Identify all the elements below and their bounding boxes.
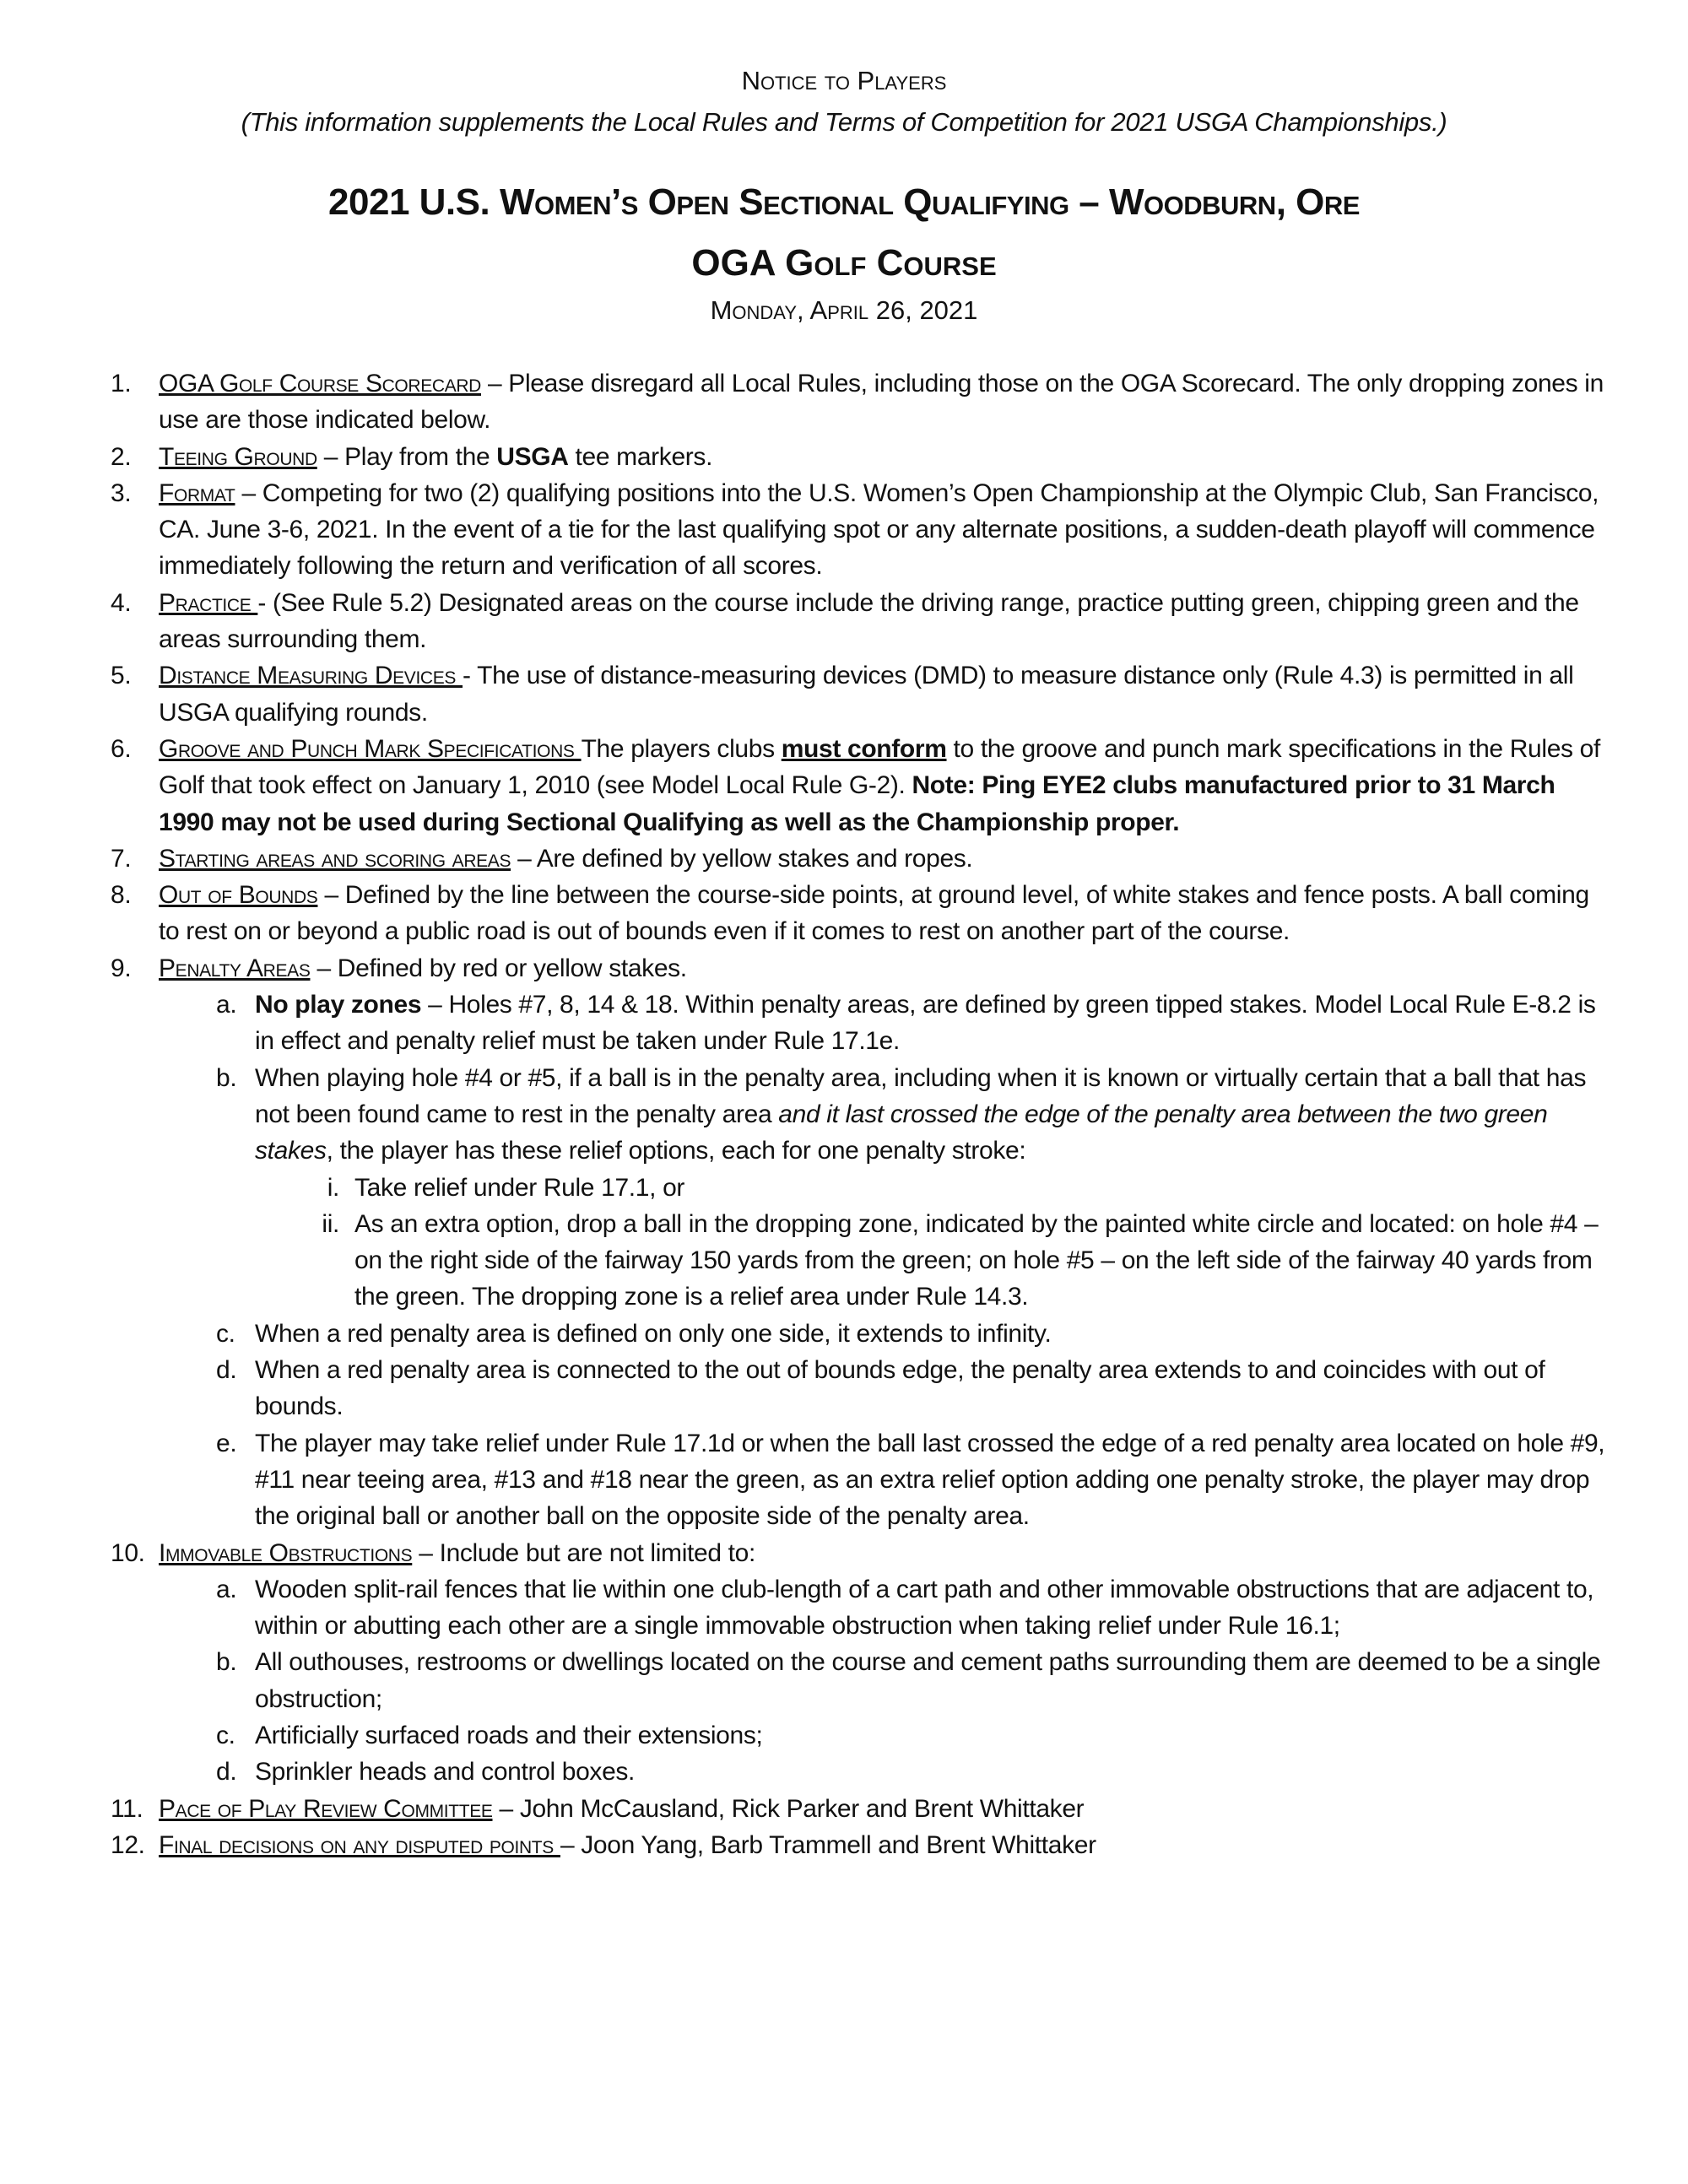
sub-item (0, 987, 1615, 1060)
item-number: d. (216, 1356, 237, 1385)
item-number: b. (216, 1648, 237, 1677)
rule-text: All outhouses, restrooms or dwellings located on the course and cement paths surrounding them are deemed to be a single obstruction; (255, 1648, 1601, 1713)
notice-heading: Notice to Players (741, 66, 947, 95)
rule-text: Note: Ping EYE2 clubs manufactured prior to 31 March 1990 may not be used during Sectional Qualifying as well as the Championship proper. (159, 771, 1555, 836)
item-number: 8. (111, 881, 132, 910)
rule-text: Take relief under Rule 17.1, or (354, 1173, 685, 1202)
rule-text: No play zones (255, 991, 422, 1019)
list-item (0, 1791, 1615, 1827)
list-item (0, 950, 1615, 1535)
rules-list (0, 365, 1688, 1863)
rule-text: When a red penalty area is connected to the out of bounds edge, the penalty area extends to and coincides with out of bounds. (255, 1356, 1545, 1421)
item-number: c. (216, 1721, 235, 1749)
item-heading: Groove and Punch Mark Specifications (159, 734, 582, 763)
list-item (0, 1535, 1615, 1791)
sub-item (0, 1717, 1615, 1754)
item-number: 7. (111, 844, 132, 873)
rule-text: - The use of distance-measuring devices (DMD) to measure distance only (Rule 4.3) is permitted in all USGA qualifying rounds. (159, 662, 1574, 727)
rule-text: – John McCausland, Rick Parker and Brent Whittaker (492, 1794, 1085, 1823)
item-number: i. (327, 1173, 339, 1202)
rule-text: - (See Rule 5.2) Designated areas on the course include the driving range, practice putting green, chipping green and the areas surrounding them. (159, 588, 1579, 654)
rule-text: Artificially surfaced roads and their extensions; (255, 1721, 763, 1749)
item-number: c. (216, 1319, 235, 1348)
item-number: 12. (111, 1830, 145, 1859)
rule-text: must conform (781, 734, 947, 763)
list-item (0, 1827, 1615, 1863)
rule-text: – Play from the (316, 442, 497, 471)
rule-text: – Include but are not limited to: (412, 1538, 755, 1567)
sub-item (0, 1644, 1615, 1717)
item-number: a. (216, 991, 237, 1019)
sub-sub-item (0, 1170, 1615, 1206)
rule-text: – Are defined by yellow stakes and ropes. (511, 844, 973, 873)
item-heading: Immovable Obstructions (159, 1538, 413, 1567)
item-number: e. (216, 1429, 237, 1457)
list-item (0, 475, 1615, 585)
sub-item (0, 1571, 1615, 1645)
item-heading: Starting areas and scoring areas (159, 844, 511, 873)
list-item (0, 585, 1615, 658)
rule-text: When playing hole #4 or #5, if a ball is in the penalty area, including when it is known or virtually certain that a ball that has not been found came to rest in the penalty area (255, 1063, 1587, 1128)
item-heading: Out of Bounds (159, 881, 318, 910)
item-number: 2. (111, 442, 132, 471)
rule-text: – Joon Yang, Barb Trammell and Brent Whittaker (560, 1830, 1096, 1859)
item-heading: Distance Measuring Devices (159, 662, 463, 690)
item-number: 3. (111, 478, 132, 507)
sub-sub-item (0, 1206, 1615, 1316)
rule-text: The player may take relief under Rule 17.1d or when the ball last crossed the edge of a red penalty area located on hole #9, #11 near teeing area, #13 and #18 near the green, as an extra relief option adding one penalty stroke, the player may drop the original ball or another ball on the opposite side of the penalty area. (255, 1429, 1605, 1531)
item-heading: Teeing Ground (159, 442, 317, 471)
item-number: a. (216, 1575, 237, 1603)
rule-text: , the player has these relief options, each for one penalty stroke: (326, 1137, 1026, 1165)
list-item (0, 439, 1615, 475)
item-number: ii. (322, 1209, 339, 1238)
sub-item (0, 1425, 1615, 1535)
rule-text: – Please disregard all Local Rules, including those on the OGA Scorecard. The only dropping zones in use are those indicated below. (159, 370, 1604, 435)
rule-text: – Defined by the line between the course-side points, at ground level, of white stakes and fence posts. A ball coming to rest on or beyond a public road is out of bounds even if it comes to rest on another part of the course. (159, 881, 1589, 946)
list-item (0, 841, 1615, 877)
list-item (0, 731, 1615, 841)
rule-text: – Competing for two (2) qualifying positions into the U.S. Women’s Open Championship at the Olympic Club, San Francisco, CA. June 3-6, 2021. In the event of a tie for the last qualifying spot or any alternate positions, a sudden-death playoff will commence immediately following the return and verification of all scores. (159, 478, 1599, 581)
item-heading: Format (159, 478, 235, 507)
course-name: OGA Golf Course (691, 242, 997, 284)
item-number: 9. (111, 954, 132, 982)
item-number: 4. (111, 588, 132, 617)
event-date: Monday, April 26, 2021 (710, 295, 978, 325)
sub-item (0, 1754, 1615, 1790)
rule-text: Wooden split-rail fences that lie within one club-length of a cart path and other immovable obstructions that are adjacent to, within or abutting each other are a single immovable obstruction when taking relief under Rule 16.1; (255, 1575, 1594, 1641)
list-item (0, 365, 1615, 439)
rule-text: USGA (496, 442, 569, 471)
rule-text: Sprinkler heads and control boxes. (255, 1758, 636, 1787)
sub-item (0, 1060, 1615, 1316)
rule-text: – Holes #7, 8, 14 & 18. Within penalty areas, are defined by green tipped stakes. Model Local Rule E-8.2 is in effect and penalty relief must be taken under Rule 17.1e. (255, 991, 1596, 1056)
sub-item (0, 1316, 1615, 1352)
item-heading: Pace of Play Review Committee (159, 1794, 493, 1823)
item-number: d. (216, 1758, 237, 1787)
list-item (0, 657, 1615, 731)
rule-text: – Defined by red or yellow stakes. (310, 954, 687, 982)
page-title: 2021 U.S. Women’s Open Sectional Qualifying – Woodburn, Ore (328, 181, 1360, 223)
subtitle: (This information supplements the Local Rules and Terms of Competition for 2021 USGA Championships.) (241, 107, 1447, 137)
list-item (0, 877, 1615, 950)
rule-text: The players clubs (581, 734, 782, 763)
item-heading: OGA Golf Course Scorecard (159, 370, 481, 397)
item-number: 1. (111, 370, 132, 397)
rule-text: to the groove and punch mark specifications in the Rules of Golf that took effect on January 1, 2010 (see Model Local Rule G-2). (159, 734, 1600, 800)
item-heading: Penalty Areas (159, 954, 311, 982)
item-heading: Final decisions on any disputed points (159, 1830, 560, 1859)
rule-text: and it last crossed the edge of the penalty area between the two green stakes (255, 1100, 1548, 1165)
rule-text: When a red penalty area is defined on only one side, it extends to infinity. (255, 1319, 1052, 1348)
item-number: 10. (111, 1538, 145, 1567)
item-number: 6. (111, 734, 132, 763)
item-heading: Practice (159, 588, 258, 617)
rule-text: tee markers. (568, 442, 713, 471)
rule-text: As an extra option, drop a ball in the dropping zone, indicated by the painted white circle and located: on hole #4 – on the right side of the fairway 150 yards from the green; on hole #5 – on the left side of the fairway 40 yards from the green. The dropping zone is a relief area under Rule 14.3. (354, 1209, 1599, 1311)
item-number: 5. (111, 662, 132, 690)
sub-item (0, 1352, 1615, 1425)
item-number: b. (216, 1063, 237, 1092)
item-number: 11. (111, 1794, 143, 1823)
